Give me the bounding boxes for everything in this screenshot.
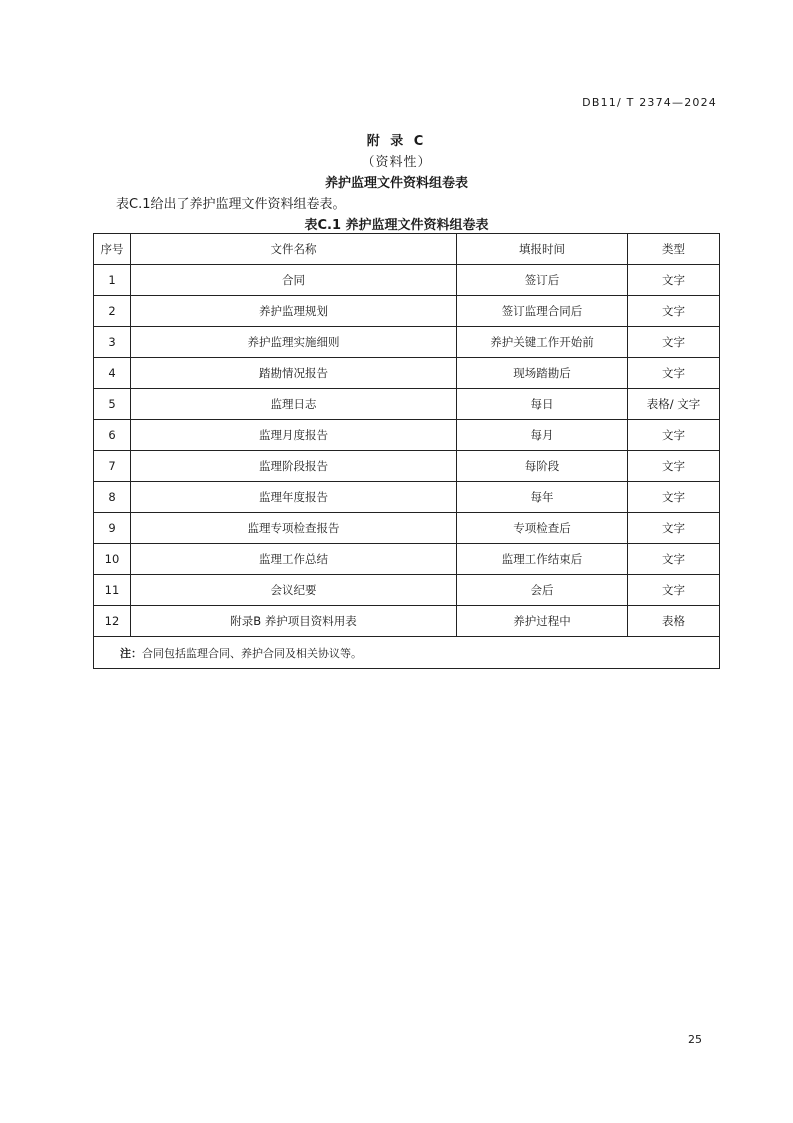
- cell-seq: 1: [94, 265, 131, 296]
- cell-file-name: 监理年度报告: [131, 482, 457, 513]
- cell-type: 文字: [628, 482, 720, 513]
- table-caption: 表C.1 养护监理文件资料组卷表: [304, 218, 489, 233]
- cell-submit-time: 签订后: [457, 265, 628, 296]
- cell-submit-time: 专项检查后: [457, 513, 628, 544]
- table-row: [94, 482, 720, 513]
- cell-file-name: 监理专项检查报告: [131, 513, 457, 544]
- cell-type: 文字: [628, 451, 720, 482]
- header-type: 类型: [628, 234, 720, 265]
- cell-type: 文字: [628, 544, 720, 575]
- table-note-row: [94, 637, 720, 669]
- appendix-title: 附 录 C: [366, 134, 427, 149]
- cell-type: 文字: [628, 358, 720, 389]
- table-row: [94, 451, 720, 482]
- note-text: 合同包括监理合同、养护合同及相关协议等。: [142, 646, 362, 660]
- table-body: [94, 265, 720, 637]
- cell-type: 表格: [628, 606, 720, 637]
- note-label: 注：: [120, 646, 142, 660]
- table-row: [94, 389, 720, 420]
- cell-seq: 11: [94, 575, 131, 606]
- cell-seq: 2: [94, 296, 131, 327]
- cell-type: 文字: [628, 265, 720, 296]
- cell-seq: 6: [94, 420, 131, 451]
- cell-seq: 3: [94, 327, 131, 358]
- table-header-row: [94, 234, 720, 265]
- cell-file-name: 养护监理规划: [131, 296, 457, 327]
- table-row: [94, 296, 720, 327]
- cell-submit-time: 每月: [457, 420, 628, 451]
- cell-type: 文字: [628, 575, 720, 606]
- cell-submit-time: 现场踏勘后: [457, 358, 628, 389]
- table-row: [94, 544, 720, 575]
- cell-file-name: 合同: [131, 265, 457, 296]
- table-row: [94, 327, 720, 358]
- cell-file-name: 监理日志: [131, 389, 457, 420]
- cell-submit-time: 养护过程中: [457, 606, 628, 637]
- cell-seq: 10: [94, 544, 131, 575]
- cell-file-name: 监理工作总结: [131, 544, 457, 575]
- cell-submit-time: 每阶段: [457, 451, 628, 482]
- cell-submit-time: 养护关键工作开始前: [457, 327, 628, 358]
- cell-seq: 7: [94, 451, 131, 482]
- cell-file-name: 监理月度报告: [131, 420, 457, 451]
- cell-seq: 12: [94, 606, 131, 637]
- header-seq: 序号: [94, 234, 131, 265]
- table-row: [94, 265, 720, 296]
- cell-file-name: 养护监理实施细则: [131, 327, 457, 358]
- cell-submit-time: 监理工作结束后: [457, 544, 628, 575]
- cell-type: 文字: [628, 420, 720, 451]
- archive-table: [93, 233, 720, 669]
- appendix-nature: （资料性）: [361, 155, 432, 170]
- header-file-name: 文件名称: [131, 234, 457, 265]
- cell-seq: 5: [94, 389, 131, 420]
- table-row: [94, 606, 720, 637]
- table-row: [94, 513, 720, 544]
- cell-seq: 8: [94, 482, 131, 513]
- table-row: [94, 358, 720, 389]
- cell-type: 文字: [628, 296, 720, 327]
- page-number: 25: [688, 1033, 702, 1046]
- cell-file-name: 监理阶段报告: [131, 451, 457, 482]
- cell-type: 文字: [628, 513, 720, 544]
- cell-seq: 9: [94, 513, 131, 544]
- cell-submit-time: 每日: [457, 389, 628, 420]
- cell-file-name: 会议纪要: [131, 575, 457, 606]
- appendix-heading: 养护监理文件资料组卷表: [324, 176, 468, 191]
- cell-seq: 4: [94, 358, 131, 389]
- cell-submit-time: 签订监理合同后: [457, 296, 628, 327]
- table-note: [94, 637, 720, 669]
- cell-file-name: 踏勘情况报告: [131, 358, 457, 389]
- table-row: [94, 575, 720, 606]
- cell-submit-time: 会后: [457, 575, 628, 606]
- cell-type: 表格/ 文字: [628, 389, 720, 420]
- cell-type: 文字: [628, 327, 720, 358]
- document-code: DB11/ T 2374—2024: [582, 96, 717, 109]
- cell-submit-time: 每年: [457, 482, 628, 513]
- cell-file-name: 附录B 养护项目资料用表: [131, 606, 457, 637]
- table-row: [94, 420, 720, 451]
- intro-paragraph: 表C.1给出了养护监理文件资料组卷表。: [116, 197, 346, 212]
- header-submit-time: 填报时间: [457, 234, 628, 265]
